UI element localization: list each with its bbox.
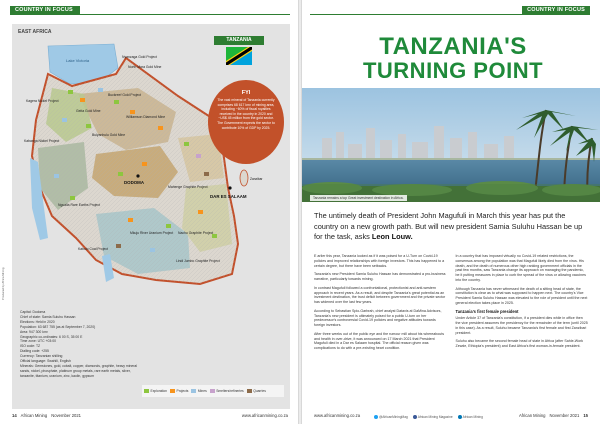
- issue-date: November 2021: [51, 413, 82, 418]
- city-label: DODOMA: [124, 180, 145, 185]
- left-page: [0, 0, 298, 424]
- map-label: Williamson Diamond Mine: [126, 115, 166, 119]
- map-credit: Produced by Africa Mining: [1, 267, 5, 300]
- left-footer: [12, 413, 81, 418]
- right-page: [302, 0, 600, 424]
- fact-line: Dialling code: +255: [20, 349, 49, 354]
- paragraph: Suluhu also became the second female head of state in Africa (after Sahle-Work Zewde, Ethiopia's president) and East Africa's first woman-in-female president.: [455, 339, 584, 348]
- paragraph: In a country that has imposed virtually no Covid-19 related restrictions, the consensus among the population was that Magufuli likely died from the virus. His death, and the death of numerous other high ranking government officials in the past few months, saw Tanzania change its approach on managing the pandemic, be it putting measures in place to curb the spread of the virus or allowing vaccines into the country.: [455, 254, 586, 282]
- legend-label: Exploration: [150, 389, 167, 393]
- paragraph: Although Tanzania has never witnessed the death of a sitting head of state, the constitution is clear as to what was supposed to happen next. The country's Vice President Samia Suluhu Hassan was elevated to the role of president until the next general election takes place in 2025.: [455, 286, 588, 305]
- standfirst-text: The untimely death of President John Magufuli in March this year has put the country on a new growth path. But will new president Samia Suluhu Hassan be up for the task, asks: [314, 211, 583, 242]
- map-legend: [142, 385, 284, 397]
- legend-item: [247, 389, 266, 393]
- page-number: 15: [583, 413, 588, 418]
- section-tab: COUNTRY IN FOCUS: [522, 6, 590, 15]
- title-line-2: TURNING POINT: [362, 58, 544, 83]
- linkedin-icon: [458, 415, 462, 419]
- linkedin-link[interactable]: [458, 415, 483, 419]
- left-website[interactable]: www.africanmining.co.za: [241, 413, 288, 418]
- fact-line: ISO code: TZ: [20, 344, 41, 349]
- city-label: DAR ES SALAAM: [210, 194, 247, 199]
- map-label: Buckreef Gold Project: [108, 93, 141, 97]
- twitter-icon: [374, 415, 378, 419]
- photo-caption: Tanzania remains a top Great investment destination in Africa.: [310, 195, 407, 201]
- paragraph: After three weeks out of the public eye and the rumour mill about his whereabouts and health in over-drive, it was announced on 17 March 2021 that President Magufuli died in a Dar es Salaam hospital. The official reason given was complications to do with a pre-existing heart condition.: [314, 331, 445, 350]
- map-label: Nyanzaga Gold Project: [122, 55, 157, 59]
- fact-line: Minerals: Gemstones, gold, cobalt, copper, diamonds, graphite, heavy mineral sands, nickel, phosphate, platinum group metals, rare earth metals, silver, tanzanite, titanium, uranium, zinc, kaolin, gypsum: [20, 363, 138, 378]
- paragraph: E arlier this year, Tanzania looked as if it was poised for a U-Turn on Covid-19 policies and improved relationships with foreign investors. This has happened to a certain degree, but there have been setbacks.: [314, 254, 445, 268]
- publication-name: African Mining: [518, 413, 546, 418]
- article-title: [328, 35, 578, 83]
- legend-label: Projects: [176, 389, 189, 393]
- map-label: Mahenge Graphite Project: [168, 185, 208, 189]
- twitter-link[interactable]: [374, 415, 408, 419]
- section-rule: [10, 14, 290, 15]
- title-line-1: TANZANIA'S: [379, 33, 527, 60]
- fyi-bubble: [208, 80, 284, 164]
- city-label: Zanzibar: [250, 177, 263, 181]
- right-footer: [519, 413, 588, 418]
- fact-line: Time zone: UTC +03:00: [20, 339, 56, 344]
- social-handle: @AfricanMiningMag: [379, 415, 408, 419]
- country-tag-label: TANZANIA: [214, 36, 264, 45]
- social-handle: African Mining Magazine: [417, 415, 453, 419]
- map-label: Kabulo Coal Project: [78, 247, 108, 251]
- fact-line: Elections: Held in 2020: [20, 319, 55, 324]
- section-rule: [310, 14, 590, 15]
- legend-swatch: [144, 389, 149, 393]
- map-label: Mkuju River Uranium Project: [130, 231, 174, 235]
- subheading: Tanzania's first female president: [455, 308, 519, 314]
- map-label: Lindi Jumbo Graphite Project: [176, 259, 220, 263]
- map-label: Geita Gold Mine: [76, 109, 101, 113]
- map-label: Nachu Graphite Project: [178, 231, 214, 235]
- fact-line: Area: 947 300 km²: [20, 329, 48, 334]
- fact-line: Currency: Tanzanian shilling: [20, 354, 63, 359]
- fyi-heading: FYI: [241, 90, 251, 96]
- article-column-2: [456, 254, 589, 404]
- article-column-1: [314, 254, 447, 404]
- legend-swatch: [170, 389, 175, 393]
- legend-label: Smelters/refineries: [216, 389, 244, 393]
- legend-swatch: [210, 389, 215, 393]
- paragraph: According to Sebastian Spio-Garbrah, chief analyst Dataxis at DaMina Advisors, Tanzania's new president is ultimately poised for a public U-turn on her predecessor's controversial Covid-19 policies and negative attitudes towards foreign investors.: [314, 308, 442, 327]
- author-name: Leon Louw.: [371, 232, 413, 242]
- country-tag: [214, 36, 264, 78]
- fyi-text: The vast mineral of Tanzania currently comprises 68 617 km² of mining area, including ~60% of fiscal royalties received in the country in 2020 and ~US$ 45 million from the gold sector. The Government expects the sector to contribute 10% of GDP by 2025.: [217, 98, 275, 130]
- social-links: [374, 415, 483, 419]
- legend-item: [191, 389, 206, 393]
- fact-line: Geographic co-ordinates: 6 00 S, 35 00 E: [20, 334, 83, 339]
- fact-line: Capital: Dodoma: [20, 310, 46, 314]
- section-tab: COUNTRY IN FOCUS: [10, 6, 80, 15]
- paragraph: In contrast Magufuli followed a confrontational, protectionist and anti-western approach in recent years. As a result, and despite Tanzania's great potential as an investment destination, the trust deficit between government and the private sector has widened over the last few years.: [314, 285, 446, 304]
- standfirst: [314, 211, 588, 243]
- map-label: Ngualla Rare Earths Project: [58, 203, 101, 207]
- fact-line: Official language: Swahili, English: [20, 359, 71, 364]
- map-panel: [12, 24, 290, 409]
- fact-line: Chief of state: Samia Suluhu Hassan: [20, 314, 76, 319]
- facebook-link[interactable]: [413, 415, 453, 419]
- country-facts: [20, 310, 144, 379]
- publication-name: African Mining: [20, 413, 48, 418]
- legend-swatch: [247, 389, 252, 393]
- paragraph: Under Article 37 of Tanzania's constitution, if a president dies while in office then the vice president assumes the presidency for the remainder of the term (until 2025 in this case). As a result, Suluhu became Tanzania's first female and first Zanzibari president.: [455, 316, 588, 335]
- issue-date: November 2021: [549, 413, 580, 418]
- map-label: North Mara Gold Mine: [128, 65, 162, 69]
- paragraph: Tanzania's new President Samia Suluhu Hassan has demonstrated a pro-business narrative, particularly towards mining.: [314, 272, 446, 281]
- dar-es-salaam-photo: [302, 88, 600, 202]
- social-handle: African Mining: [462, 415, 483, 419]
- page-number: 14: [12, 413, 17, 418]
- legend-item: [210, 389, 244, 393]
- map-label: Kagera Nickel Project: [26, 99, 59, 103]
- zanzibar-island: [240, 170, 248, 186]
- legend-item: [170, 389, 188, 393]
- article-body: [314, 254, 588, 404]
- right-website[interactable]: www.africanmining.co.za: [314, 413, 361, 418]
- map-label: Lake Victoria: [66, 58, 90, 63]
- map-label: Bulyanhulu Gold Mine: [92, 133, 126, 137]
- fact-line: Population: 63 687 755 (as at September 7, 2020): [20, 324, 96, 329]
- legend-label: Quarries: [253, 389, 266, 393]
- facebook-icon: [413, 415, 417, 419]
- legend-swatch: [191, 389, 196, 393]
- region-label: EAST AFRICA: [18, 29, 52, 35]
- legend-label: Mines: [197, 389, 207, 393]
- legend-item: [144, 389, 167, 393]
- tanzania-flag-icon: [226, 47, 252, 65]
- map-label: Kabanga Nickel Project: [24, 139, 60, 143]
